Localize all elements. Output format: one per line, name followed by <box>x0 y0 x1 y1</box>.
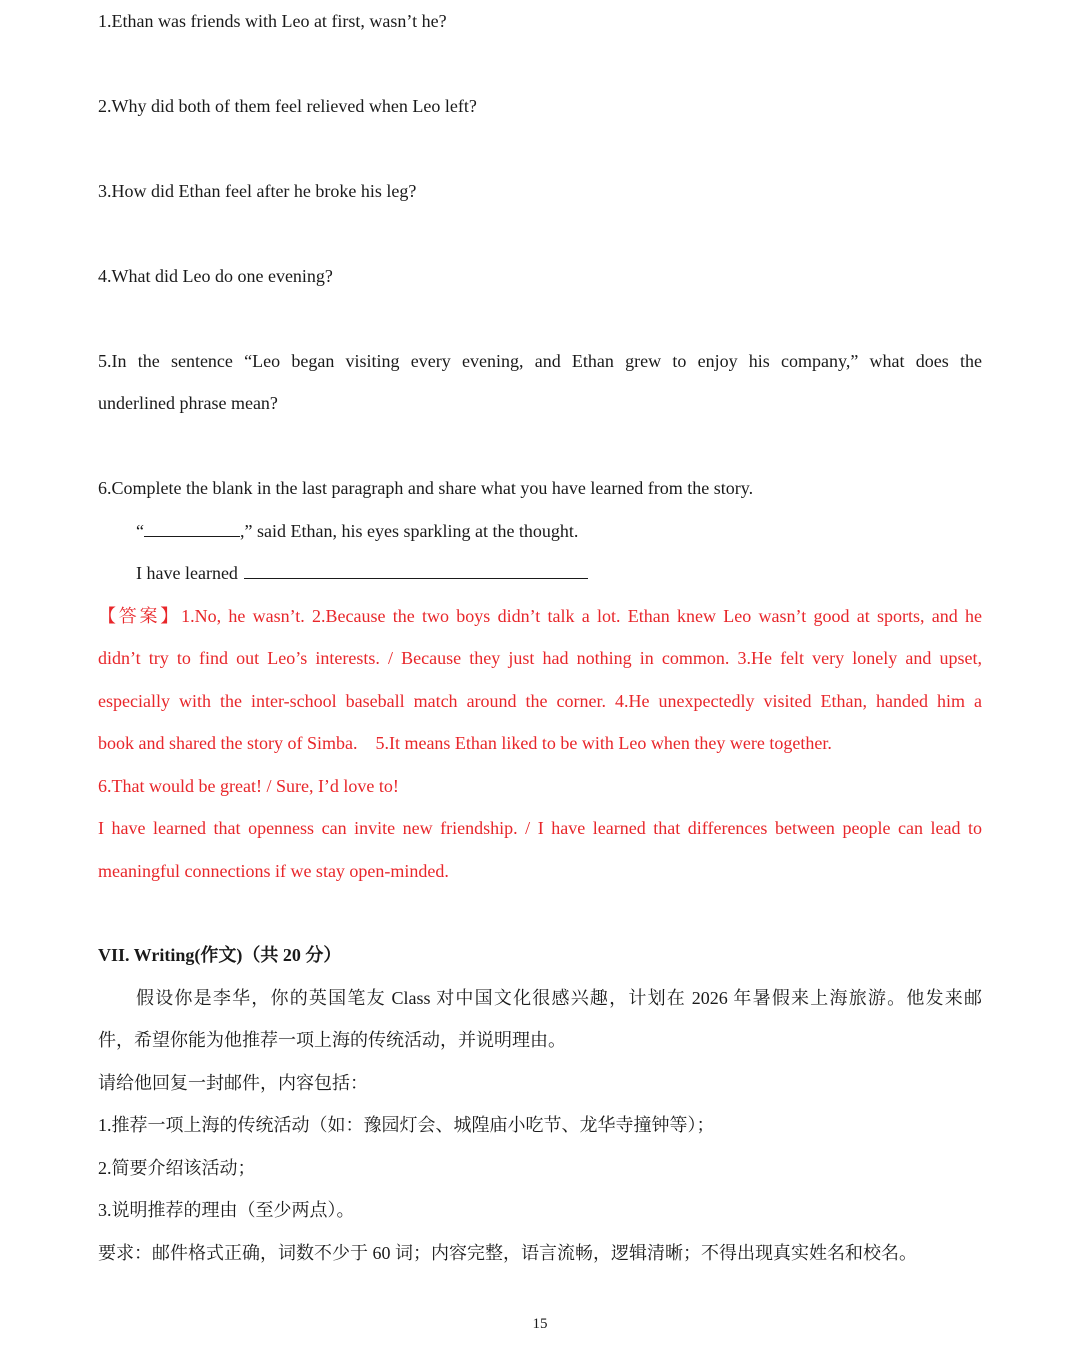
quote-blank <box>144 522 240 537</box>
answer-line-1 <box>98 605 982 627</box>
answer-1: 1.No, he wasn’t. <box>181 606 305 626</box>
answer-line-3 <box>98 690 982 712</box>
quote-open: “ <box>136 521 144 541</box>
writing-para-line-1: 假设你是李华，你的英国笔友 Class 对中国文化很感兴趣，计划在 2026 年暑假来上海旅游。他发来邮 <box>136 988 982 1008</box>
writing-requirements: 要求：邮件格式正确，词数不少于 60 词；内容完整，语言流畅，逻辑清晰；不得出现真实姓名和校名。 <box>98 1243 917 1263</box>
learned-blank <box>244 564 588 579</box>
writing-para-line-2: 件，希望你能为他推荐一项上海的传统活动，并说明理由。 <box>98 1030 566 1050</box>
writing-heading-score: （共 20 分） <box>242 945 342 965</box>
answer-3-part-1: 3.He felt very lonely and upset, <box>737 648 983 668</box>
learned-label: I have learned <box>136 563 238 583</box>
quote-rest: ,” said Ethan, his eyes sparkling at the thought. <box>240 521 579 541</box>
answer-line-2 <box>98 647 982 669</box>
writing-item-2: 2.简要介绍该活动； <box>98 1158 256 1178</box>
question-5-line-1: 5.In the sentence “Leo began visiting every evening, and Ethan grew to enjoy his company,” what does the <box>98 351 982 371</box>
answer-3-part-2: especially with the inter-school baseball match around the corner. <box>98 691 607 711</box>
question-5-line-2: underlined phrase mean? <box>98 393 278 413</box>
answer-6-line-3: meaningful connections if we stay open-minded. <box>98 861 449 881</box>
answer-2-part-2: didn’t try to find out Leo’s interests. / Because they just had nothing in common. <box>98 648 730 668</box>
question-1: 1.Ethan was friends with Leo at first, wasn’t he? <box>98 11 447 31</box>
question-6-learned-line <box>136 562 982 584</box>
question-4: 4.What did Leo do one evening? <box>98 266 333 286</box>
answer-2-part-1: 2.Because the two boys didn’t talk a lot. Ethan knew Leo wasn’t good at sports, and he <box>312 606 983 626</box>
answer-tag: 【答案】 <box>98 606 182 626</box>
answer-6-line-1: 6.That would be great! / Sure, I’d love to! <box>98 776 399 796</box>
writing-item-1: 1.推荐一项上海的传统活动（如：豫园灯会、城隍庙小吃节、龙华寺撞钟等）； <box>98 1115 715 1135</box>
writing-heading <box>98 944 982 966</box>
question-2: 2.Why did both of them feel relieved when Leo left? <box>98 96 477 116</box>
writing-item-3: 3.说明推荐的理由（至少两点）。 <box>98 1200 355 1220</box>
writing-intro: 请给他回复一封邮件，内容包括： <box>98 1073 368 1093</box>
answer-line-4 <box>98 732 982 754</box>
page-number: 15 <box>532 1316 548 1332</box>
answer-4-part-1: 4.He unexpectedly visited Ethan, handed him a <box>615 691 982 711</box>
question-3: 3.How did Ethan feel after he broke his leg? <box>98 181 417 201</box>
question-6: 6.Complete the blank in the last paragraph and share what you have learned from the story. <box>98 478 754 498</box>
answer-6-line-2: I have learned that openness can invite new friendship. / I have learned that differences between people can lead to <box>98 818 982 838</box>
writing-heading-title: VII. Writing(作文) <box>98 945 243 965</box>
question-6-quote-line <box>136 520 982 542</box>
answer-4-part-2: book and shared the story of Simba. <box>98 733 358 753</box>
answer-5: 5.It means Ethan liked to be with Leo when they were together. <box>375 733 832 753</box>
